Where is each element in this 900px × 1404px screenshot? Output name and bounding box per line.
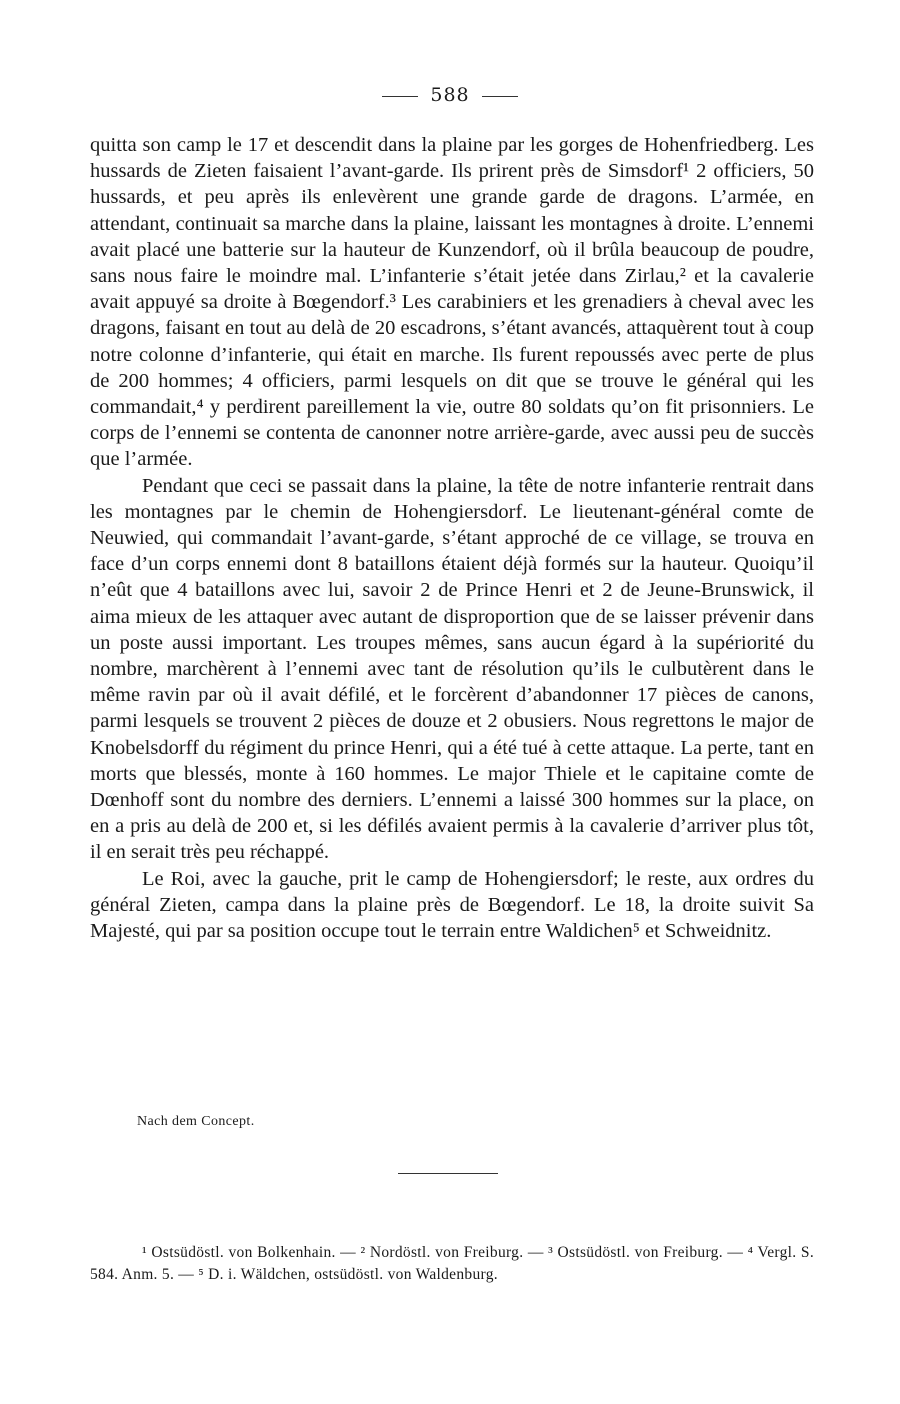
- paragraph-2: Pendant que ceci se passait dans la plaine, la tête de notre infanterie rentrait dans les montagnes par le chemin de Hohengiersdorf. Le lieutenant-général comte de Neuwied, qui commandait l’avant-garde, s’étant approché de ce village, se trouva en face d’un corps ennemi dont 8 bataillons étaient déjà formés sur la hauteur. Quoiqu’il n’eût que 4 bataillons avec lui, savoir 2 de Prince Henri et 2 de Jeune-Brunswick, il aima mieux de les attaquer avec autant de disproportion que de se laisser prévenir dans un poste aussi important. Les troupes mêmes, sans aucun égard à la supériorité du nombre, marchèrent à l’ennemi avec tant de résolution qu’ils le culbutèrent dans le même ravin par où il avait défilé, et le forcèrent d’abandonner 17 pièces de canons, parmi lesquels se trouvent 2 pièces de douze et 2 obusiers. Nous regrettons le major de Knobelsdorff du régiment du prince Henri, qui a été tué à cette attaque. La perte, tant en morts que blessés, monte à 160 hommes. Le major Thiele et le capitaine comte de Dœnhoff sont du nombre des derniers. L’ennemi a laissé 300 hommes sur la place, on en a pris au delà de 200 et, si les défilés avaient permis à la cavalerie d’arriver plus tôt, il en serait très peu réchappé.: [90, 474, 814, 864]
- page-header: [0, 84, 900, 106]
- paragraph-1: quitta son camp le 17 et descendit dans la plaine par les gorges de Hohenfriedberg. Les hussards de Zieten faisaient l’avant-garde. Ils prirent près de Simsdorf¹ 2 officiers, 50 hussards, et peu après ils enlevèrent une grande garde de dragons. L’armée, en attendant, continuait sa marche dans la plaine, laissant les montagnes à droite. L’ennemi avait placé une batterie sur la hauteur de Kunzendorf, où il brûla beaucoup de poudre, sans nous faire le moindre mal. L’infanterie s’était jetée dans Zirlau,² et la cavalerie avait appuyé sa droite à Bœgendorf.³ Les carabiniers et les grenadiers à cheval avec les dragons, faisant en tout au delà de 20 escadrons, s’étant avancés, attaquèrent tout à coup notre colonne d’infanterie, qui était en marche. Ils furent repoussés avec perte de plus de 200 hommes; 4 officiers, parmi lesquels on dit que se trouve le général qui les commandait,⁴ y perdirent pareillement la vie, outre 80 soldats qu’on fit prisonniers. Le corps de l’ennemi se contenta de canonner notre arrière-garde, avec aussi peu de succès que l’armée.: [90, 134, 814, 471]
- footnote-text: ¹ Ostsüdöstl. von Bolkenhain. — ² Nordöstl. von Freiburg. — ³ Ostsüdöstl. von Freiburg. — ⁴ Vergl. S. 584. Anm. 5. — ⁵ D. i. Wäldchen, ostsüdöstl. von Waldenburg.: [90, 1244, 814, 1283]
- header-dash-left: [382, 96, 418, 97]
- paragraph-3: Le Roi, avec la gauche, prit le camp de Hohengiersdorf; le reste, aux ordres du général Zieten, campa dans la plaine près de Bœgendorf. Le 18, la droite suivit Sa Majesté, qui par sa position occupe tout le terrain entre Waldichen⁵ et Schweidnitz.: [90, 867, 814, 943]
- footnotes: [90, 1242, 814, 1286]
- footnote-separator: [398, 1173, 498, 1174]
- page-number: 588: [430, 84, 470, 106]
- body-text: [90, 132, 814, 944]
- header-dash-right: [482, 96, 518, 97]
- source-note: Nach dem Concept.: [137, 1114, 255, 1129]
